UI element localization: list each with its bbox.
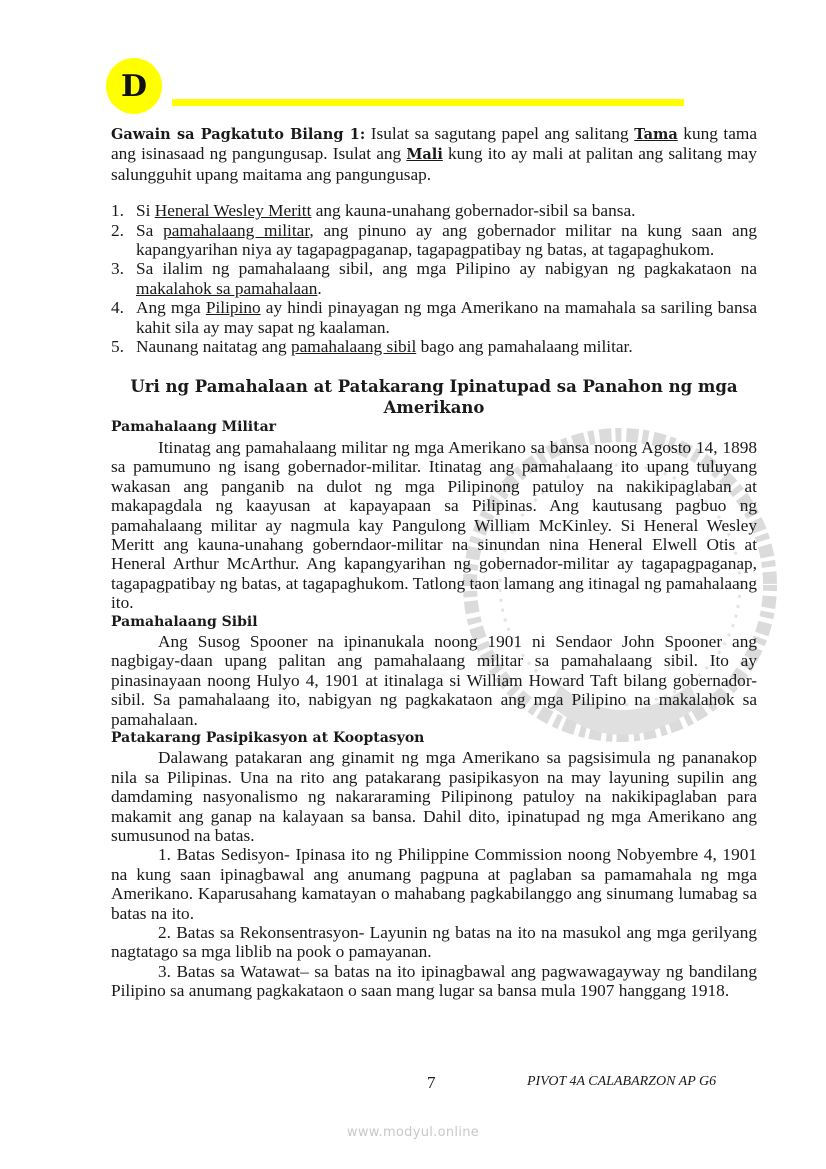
activity-item: 5. Naunang naitatag ang pamahalaang sibil bago ang pamahalaang militar.: [111, 337, 633, 357]
header-rule: [172, 99, 684, 106]
subheading-militar: Pamahalaang Militar: [111, 419, 277, 436]
paragraph-militar: Itinatag ang pamahalaang militar ng mga Amerikano sa bansa noong Agosto 14, 1898 sa pamumuno ng isang gobernador-militar. Itinatag ang pamahalaang ito upang tuluyang wakasan ang panganib na dulot ng mga Pilipinong patuloy na nakikipaglaban at makapagdala ng kaayusan at kapayapaan sa Pilipinas. Ang kautusang pagbuo ng pamahalaang militar ay nagmula kay Pangulong William McKinley. Si Heneral Wesley Meritt ang kauna-unahang goberndaor-militar na sinundan nina Heneral Elwell Otis at Heneral Arthur McArthur. Ang kapangyarihan ng gobernador-militar ay tagapagpaganap, tagapagpatibay ng batas, at tagapaghukom. Tatlong taon lamang ang itinagal ng pamahalaang ito.: [111, 437, 757, 613]
subheading-sibil: Pamahalaang Sibil: [111, 613, 258, 630]
activity-items: [111, 201, 757, 356]
underlined-term: pamahalaang militar: [163, 220, 310, 240]
law-item: 3. Batas sa Watawat– sa batas na ito ipinagbawal ang pagwawagayway ng bandilang Pilipino sa anumang pagkakataon o saan mang lugar sa bansa mula 1907 hanggang 1918.: [111, 961, 757, 1001]
main-content: [111, 124, 757, 1001]
site-watermark: www.modyul.online: [346, 1125, 480, 1140]
keyword-mali: Mali: [406, 146, 443, 164]
law-item: 1. Batas Sedisyon- Ipinasa ito ng Philippine Commission noong Nobyembre 4, 1901 na kung saan ipinagbawal ang anumang pagpuna at paglaban sa pamamahala ng mga Amerikano. Kaparusahang kamatayan o mahabang pagkabilanggo ang sinumang lumabag sa batas na ito.: [111, 845, 757, 923]
paragraph-sibil: Ang Susog Spooner na ipinanukala noong 1901 ni Sendaor John Spooner ang nagbigay-daan upang palitan ang pamahalaang militar sa pamahalaang sibil. Ito ay pinasinayaan noong Hulyo 4, 1901 at itinalaga si William Howard Taft bilang gobernador-sibil. Sa pamahalaang ito, nabigyan ng pagkakataon ang mga Pilipino na makalahok sa pamahalaan.: [111, 631, 757, 729]
law-item: 2. Batas sa Rekonsentrasyon- Layunin ng batas na ito na masukol ang mga gerilyang nagtatago sa mga liblib na pook o pamayanan.: [111, 923, 757, 962]
subheading-pasipikasyon: Patakarang Pasipikasyon at Kooptasyon: [111, 729, 425, 746]
activity-label: Gawain sa Pagkatuto Bilang 1:: [111, 126, 366, 143]
paragraph-pasipikasyon: Dalawang patakaran ang ginamit ng mga Amerikano sa pagsisimula ng pananakop nila sa Pilipinas. Una na rito ang patakarang pasipikasyon na may layuning supilin ang damdaming nasyonalismo ng nakararaming Pilipinong patuloy na nakikipaglaban para makamit ang ganap na kalayaan sa bansa. Dahil dito, ipinatupad ng mga Amerikano ang sumusunod na batas.: [111, 748, 757, 845]
underlined-term: pamahalaang sibil: [291, 337, 417, 357]
underlined-term: makalahok sa pamahalaan: [136, 278, 318, 298]
page-number: 7: [427, 1073, 436, 1092]
activity-instructions: Gawain sa Pagkatuto Bilang 1: Isulat sa sagutang papel ang salitang Tama kung tama ang isinasaad ng pangungusap. Isulat ang Mali kung ito ay mali at palitan ang salitang may salungguhit upang maitama ang pangungusap.: [111, 124, 757, 184]
activity-item: 4. Ang mga Pilipino ay hindi pinayagan ng mga Amerikano na mamahala sa sariling bansa kahit sila ay may sapat ng kaalaman.: [111, 298, 758, 337]
activity-item: 2. Sa pamahalaang militar, ang pinuno ay ang gobernador militar na kung saan ang kapangyarihan niya ay tagapagpaganap, tagapagpatibay ng batas, at tagapaghukom.: [111, 220, 757, 260]
keyword-tama: Tama: [634, 126, 678, 143]
section-badge-letter: D: [120, 68, 147, 104]
section-badge: [106, 58, 162, 114]
underlined-term: Heneral Wesley Meritt: [154, 201, 312, 221]
underlined-term: Pilipino: [205, 298, 261, 318]
activity-item: 3. Sa ilalim ng pamahalaang sibil, ang mga Pilipino ay nabigyan ng pagkakataon na makalahok sa pamahalaan.: [111, 259, 757, 298]
activity-item: 1. Si Heneral Wesley Meritt ang kauna-unahang gobernador-sibil sa bansa.: [111, 201, 636, 221]
section-title: Uri ng Pamahalaan at Patakarang Ipinatupad sa Panahon ng mga Amerikano: [130, 377, 738, 418]
module-code: PIVOT 4A CALABARZON AP G6: [527, 1074, 717, 1089]
